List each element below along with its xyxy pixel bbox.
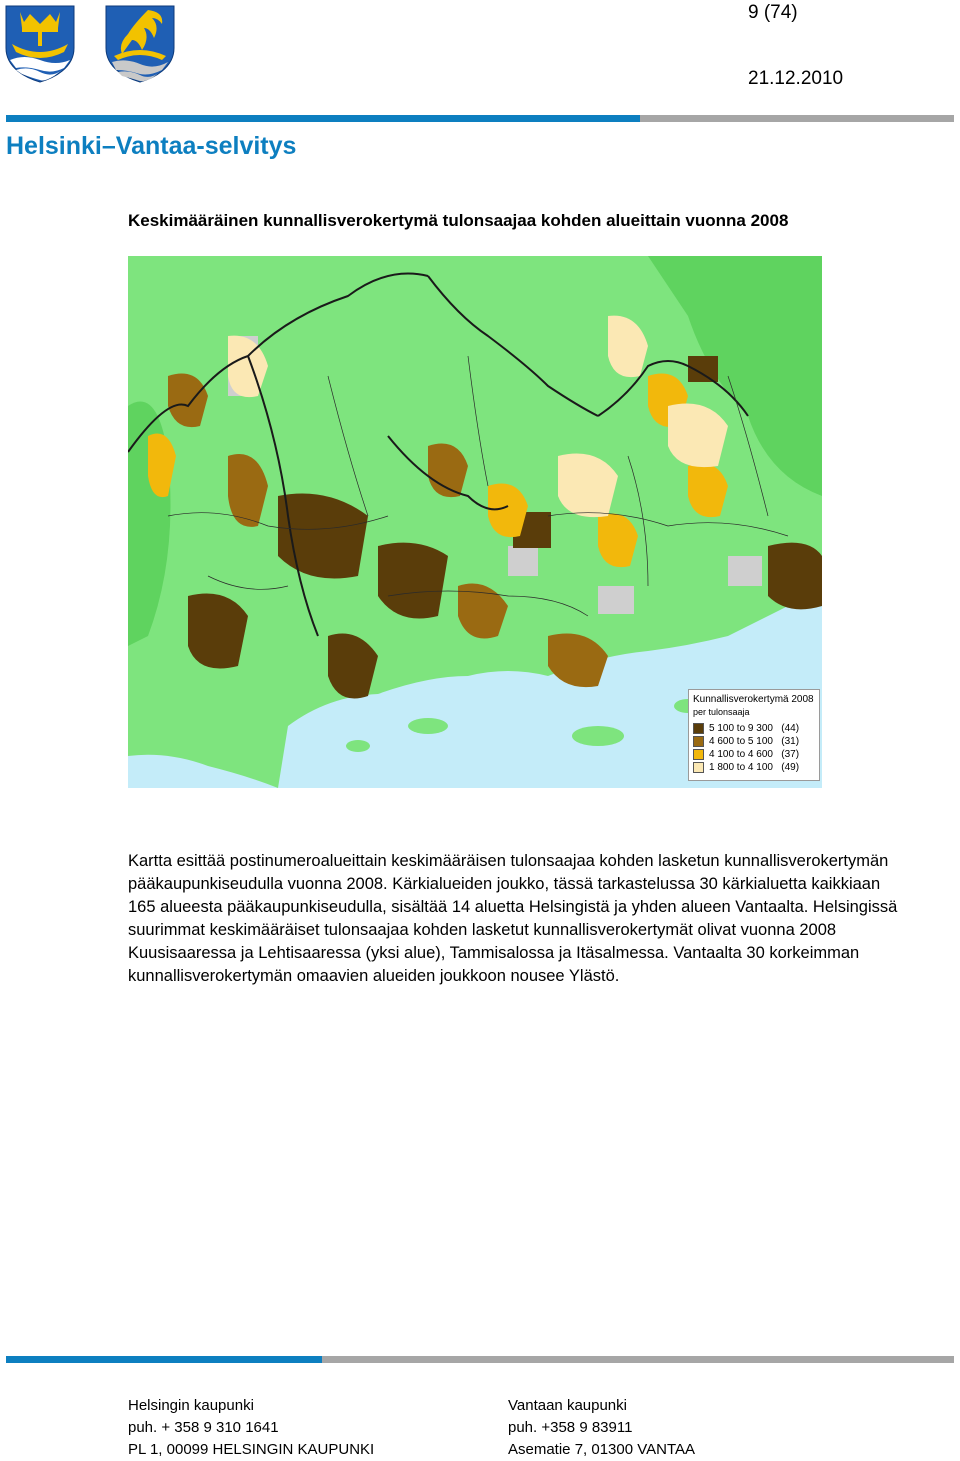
legend-item <box>693 748 799 760</box>
footer-address: Asematie 7, 01300 VANTAA <box>508 1441 696 1458</box>
document-date: 21.12.2010 <box>748 68 844 89</box>
header-divider <box>6 115 954 122</box>
legend-item <box>693 722 799 734</box>
legend-item <box>693 761 799 773</box>
footer-divider <box>6 1356 954 1363</box>
vantaa-crest-logo <box>104 4 176 84</box>
map-title: Keskimääräinen kunnallisverokertymä tulonsaajaa kohden alueittain vuonna 2008 <box>128 211 789 230</box>
legend-item-label: 1 800 to 4 100 (49) <box>709 761 800 773</box>
legend-item-label: 4 100 to 4 600 (37) <box>709 748 800 760</box>
legend-swatch <box>693 749 704 760</box>
legend-swatch <box>693 723 704 734</box>
header-divider-grey <box>640 115 954 122</box>
helsinki-crest-logo <box>4 4 76 84</box>
legend-swatch <box>693 762 704 773</box>
document-title: Helsinki–Vantaa-selvitys <box>6 132 297 160</box>
footer-phone: puh. +358 9 83911 <box>508 1419 633 1436</box>
footer-vantaa <box>508 1395 695 1461</box>
footer-address: PL 1, 00099 HELSINGIN KAUPUNKI <box>128 1441 375 1458</box>
legend-item <box>693 735 799 747</box>
legend-swatch <box>693 736 704 747</box>
map-legend <box>688 689 820 781</box>
page-number: 9 (74) <box>748 2 798 23</box>
footer-org: Vantaan kaupunki <box>508 1397 627 1414</box>
footer-org: Helsingin kaupunki <box>128 1397 254 1414</box>
legend-subtitle: per tulonsaaja <box>693 707 750 717</box>
legend-item-label: 5 100 to 9 300 (44) <box>709 722 800 734</box>
footer-phone: puh. + 358 9 310 1641 <box>128 1419 279 1436</box>
footer-divider-grey <box>322 1356 954 1363</box>
footer-divider-blue <box>6 1356 322 1363</box>
legend-title: Kunnallisverokertymä 2008 <box>693 694 814 705</box>
body-paragraph <box>128 850 898 988</box>
footer-helsinki <box>128 1395 374 1461</box>
paragraph-text: Kartta esittää postinumeroalueittain keskimääräisen tulonsaajaa kohden lasketun kunnallisverokertymän pääkaupunkiseudulla vuonna 2008. Kärkialueiden joukko, tässä tarkastelussa 30 kärkialuetta kaikkiaan 165 alueesta pääkaupunkiseudulla, sisältää 14 aluetta Helsingistä ja yhden alueen Vantaalta. Helsingissä suurimmat keskimääräiset tulonsaajaa kohden lasketut kunnallisverokertymät olivat vuonna 2008 Kuusisaaressa ja Lehtisaaressa (yksi alue), Tammisalossa ja Itäsalmessa. Vantaalta 30 korkeimman kunnallisverokertymän omaavien alueiden joukkoon nousee Ylästö. <box>128 852 898 985</box>
header-divider-blue <box>6 115 640 122</box>
legend-item-label: 4 600 to 5 100 (31) <box>709 735 800 747</box>
